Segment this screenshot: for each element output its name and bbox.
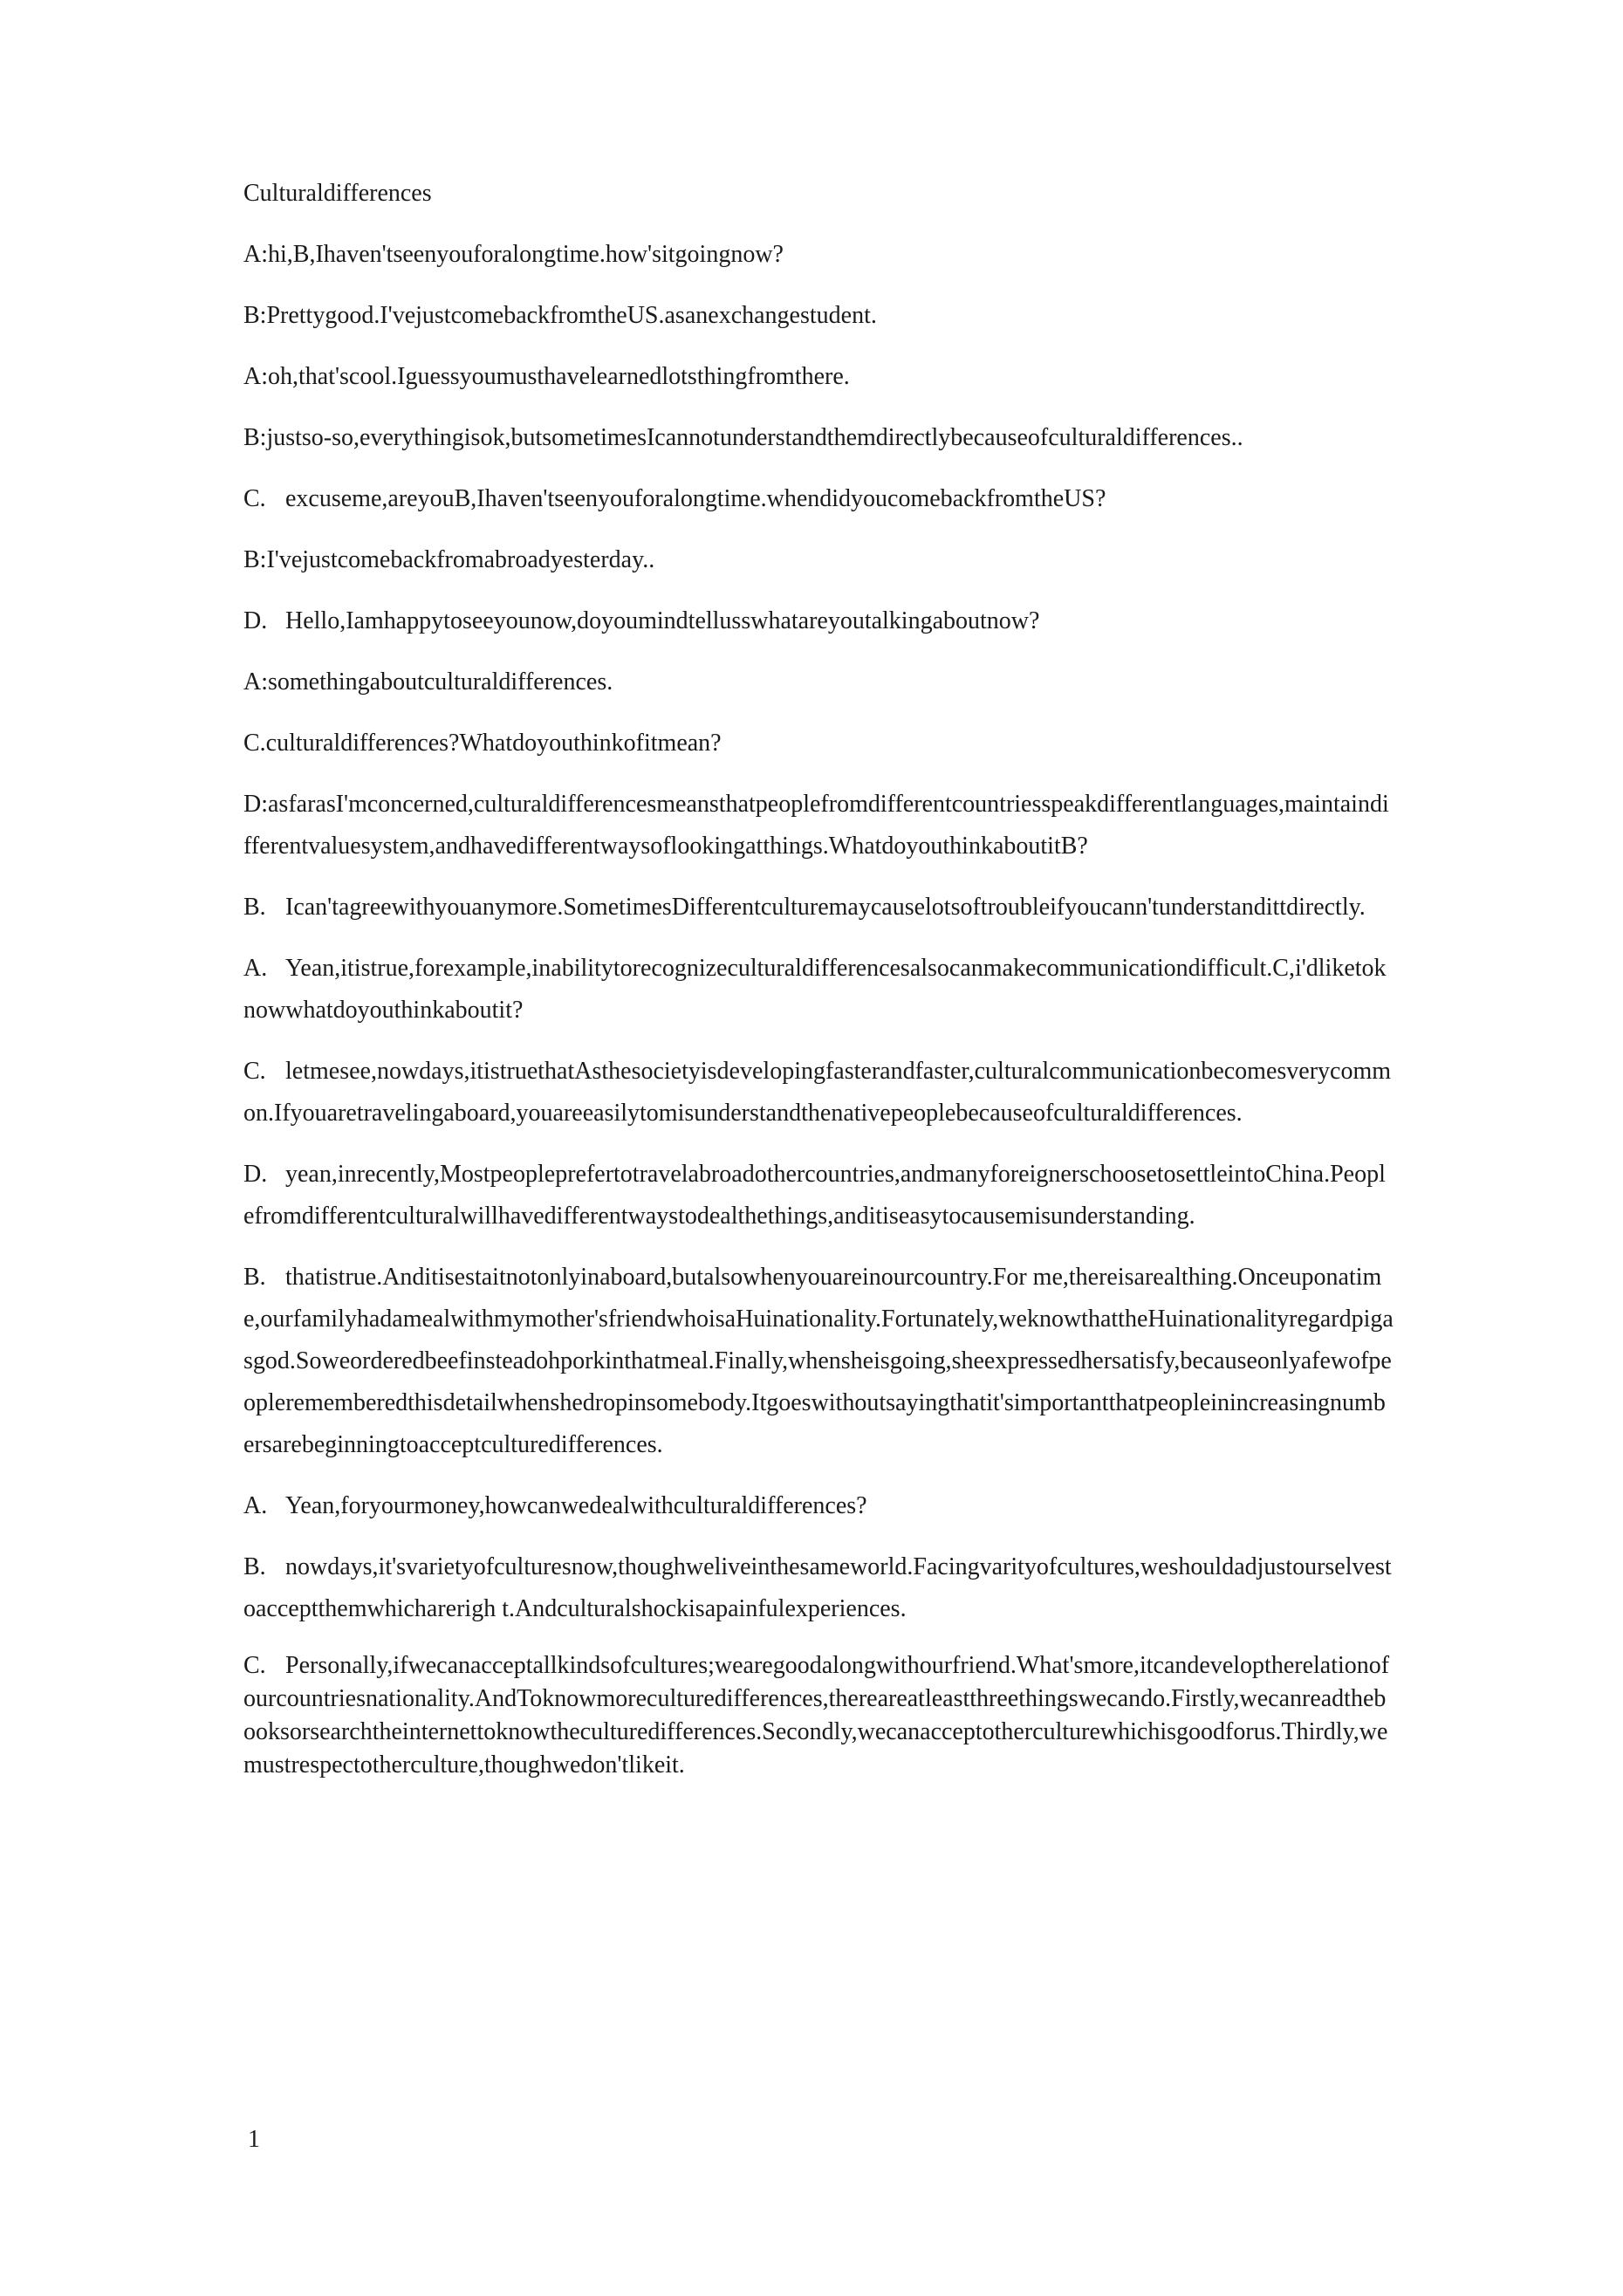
speaker-marker: B. <box>243 894 266 921</box>
speaker-marker: D. <box>243 607 268 634</box>
speaker-marker: A. <box>243 1492 268 1519</box>
speaker-marker: A. <box>243 955 268 982</box>
dialogue-line <box>243 1485 1395 1527</box>
line-text: Yean,itistrue,forexample,inabilitytorecognizeculturaldifferencesalsocanmakecommunicationdifficult.C,i'dliketoknowwhatdoyouthinkaboutit? <box>243 955 1387 1024</box>
line-text: letmesee,nowdays,itistruethatAsthesocietyisdevelopingfasterandfaster,culturalcommunicationbecomesverycommon.Ifyouaretravelingaboard,youareeasilytomisunderstandthenativepeoplebecauseofculturaldifferences. <box>243 1058 1392 1127</box>
page-number: 1 <box>248 2126 260 2153</box>
dialogue-line <box>243 1154 1395 1237</box>
line-text: C.culturaldifferences?Whatdoyouthinkofitmean? <box>243 730 722 757</box>
dialogue-line <box>243 948 1395 1031</box>
dialogue-line <box>243 784 1395 867</box>
line-text: nowdays,it'svarietyofculturesnow,thoughweliveinthesameworld.Facingvarityofcultures,weshouldadjustourselvestoacceptthemwhicharerigh t.Andculturalshockisapainfulexperiences. <box>243 1553 1392 1622</box>
speaker-marker: D. <box>243 1161 268 1188</box>
line-text: Yean,foryourmoney,howcanwedealwithculturaldifferences? <box>285 1492 867 1519</box>
dialogue-line <box>243 661 1395 703</box>
speaker-marker: C. <box>243 1652 266 1679</box>
document-body <box>243 173 1395 1801</box>
dialogue-line <box>243 539 1395 581</box>
dialogue-line <box>243 887 1395 929</box>
dialogue-line <box>243 1649 1395 1782</box>
speaker-marker: B. <box>243 1264 266 1291</box>
line-text: thatistrue.Anditisestaitnotonlyinaboard,butalsowhenyouareinourcountry.For me,thereisarealthing.Onceuponatime,ourfamilyhadamealwithmymother'sfriendwhoisaHuinationality.Fortunately,weknowthattheHuinationalityregardpigasgod.Soweorderedbeefinsteadohporkinthatmeal.Finally,whensheisgoing,sheexpressedhersatisfy,becauseonlyafewofpeoplerememberedthisdetailwhenshedropinsomebody.Itgoeswithoutsayingthatit'simportantthatpeopleinincreasingnumbersarebeginningtoacceptculturedifferences. <box>243 1264 1394 1458</box>
speaker-marker: B. <box>243 1553 266 1580</box>
dialogue-line <box>243 600 1395 642</box>
line-text: yean,inrecently,Mostpeopleprefertotravelabroadothercountries,andmanyforeignerschoosetosettleintoChina.Peoplefromdifferentculturalwillhavedifferentwaystodealthethings,anditiseasytocausemisunderstanding. <box>243 1161 1386 1230</box>
line-text: A:somethingaboutculturaldifferences. <box>243 668 613 696</box>
dialogue-line <box>243 723 1395 764</box>
dialogue-line <box>243 1546 1395 1630</box>
dialogue-line <box>243 478 1395 520</box>
line-text: excuseme,areyouB,Ihaven'tseenyouforalongtime.whendidyoucomebackfromtheUS? <box>285 485 1106 512</box>
dialogue-line <box>243 1051 1395 1134</box>
line-text: B:Prettygood.I'vejustcomebackfromtheUS.asanexchangestudent. <box>243 302 877 329</box>
dialogue-line <box>243 234 1395 276</box>
line-text: B:I'vejustcomebackfromabroadyesterday.. <box>243 546 655 573</box>
line-text: A:oh,that'scool.Iguessyoumusthavelearnedlotsthingfromthere. <box>243 363 850 390</box>
line-text: D:asfarasI'mconcerned,culturaldifferencesmeansthatpeoplefromdifferentcountriesspeakdifferentlanguages,maintaindifferentvaluesystem,andhavedifferentwaysoflookingatthings.WhatdoyouthinkaboutitB? <box>243 791 1389 860</box>
line-text: Ican'tagreewithyouanymore.SometimesDifferentculturemaycauselotsoftroubleifyoucann'tunderstandittdirectly. <box>285 894 1366 921</box>
line-text: Personally,ifwecanacceptallkindsofcultures;wearegoodalongwithourfriend.What'smore,itcandeveloptherelationofourcountriesnationality.AndToknowmoreculturedifferences,thereareatleastthreethingswecando.Firstly,wecanreadthebooksorsearchtheinternettoknowtheculturedifferences.Secondly,wecanacceptotherculturewhichisgoodforus.Thirdly,wemustrespectotherculture,thoughwedon'tlikeit. <box>243 1652 1390 1779</box>
speaker-marker: C. <box>243 485 266 512</box>
speaker-marker: C. <box>243 1058 266 1085</box>
dialogue-line <box>243 356 1395 398</box>
dialogue-line <box>243 1257 1395 1466</box>
line-text: Hello,Iamhappytoseeyounow,doyoumindtellusswhatareyoutalkingaboutnow? <box>285 607 1040 634</box>
dialogue-line <box>243 417 1395 459</box>
line-text: B:justso-so,everythingisok,butsometimesIcannotunderstandthemdirectlybecauseofculturaldifferences.. <box>243 424 1243 451</box>
line-text: A:hi,B,Ihaven'tseenyouforalongtime.how'sitgoingnow? <box>243 241 784 268</box>
document-title: Culturaldifferences <box>243 180 432 207</box>
dialogue-line <box>243 295 1395 337</box>
